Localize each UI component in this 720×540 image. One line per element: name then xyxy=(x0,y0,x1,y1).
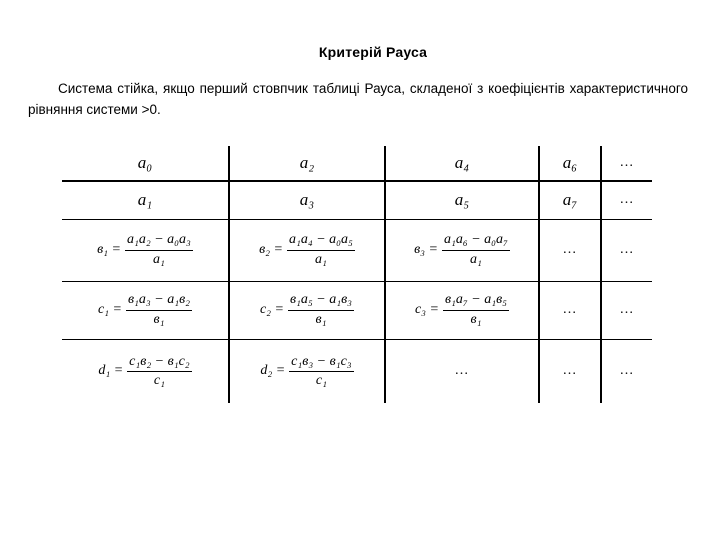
formula-numerator: c₁в₃ − в₁c₃ xyxy=(289,354,354,372)
cell-ellipsis: … xyxy=(539,339,601,403)
cell-c2 xyxy=(229,281,385,339)
formula-lhs: в₃ = xyxy=(414,242,438,257)
formula-lhs: c₂ = xyxy=(259,302,284,317)
cell-a2: a₂ xyxy=(229,146,385,181)
table-row xyxy=(62,219,652,281)
formula-numerator: a₁a₄ − a₀a₅ xyxy=(287,232,355,250)
cell-ellipsis: … xyxy=(601,146,652,181)
formula-lhs: c₃ = xyxy=(414,302,439,317)
formula-lhs: в₂ = xyxy=(259,242,283,257)
formula-lhs: d₂ = xyxy=(260,363,286,379)
cell-a6: a₆ xyxy=(539,146,601,181)
formula-denominator: a₁ xyxy=(315,251,327,267)
page-title: Критерій Рауса xyxy=(318,44,428,60)
formula-denominator: в₁ xyxy=(153,311,165,327)
cell-ellipsis: … xyxy=(619,363,635,379)
cell-a3: a₃ xyxy=(229,181,385,219)
cell-b2 xyxy=(229,219,385,281)
cell-ellipsis: … xyxy=(601,181,652,219)
cell-a4: a₄ xyxy=(385,146,539,181)
formula-denominator: a₁ xyxy=(153,251,165,267)
cell-a7: a₇ xyxy=(539,181,601,219)
formula-lhs: c₁ = xyxy=(97,302,122,317)
cell-c3 xyxy=(385,281,539,339)
formula-lhs: в₁ = xyxy=(97,242,121,257)
cell-a1: a₁ xyxy=(62,181,229,219)
cell-a5: a₅ xyxy=(385,181,539,219)
cell-ellipsis: … xyxy=(601,219,652,281)
cell-c1 xyxy=(62,281,229,339)
cell-b1 xyxy=(62,219,229,281)
cell-d2 xyxy=(229,339,385,403)
formula-lhs: d₁ = xyxy=(98,363,124,379)
table-row xyxy=(62,181,652,219)
formula-numerator: c₁в₂ − в₁c₂ xyxy=(127,354,192,372)
formula-numerator: a₁a₂ − a₀a₃ xyxy=(125,232,193,250)
formula-numerator: a₁a₆ − a₀a₇ xyxy=(442,232,510,250)
cell-d1 xyxy=(62,339,229,403)
cell-ellipsis: … xyxy=(601,281,652,339)
formula-numerator: в₁a₇ − a₁в₅ xyxy=(443,292,509,310)
table-row xyxy=(62,281,652,339)
table-row xyxy=(62,146,652,181)
stability-condition-text: Система стійка, якщо перший стовпчик таблиці Рауса, складеної з коефіцієнтів характеристичного рівняння системи >0. xyxy=(28,81,688,117)
formula-denominator: a₁ xyxy=(470,251,482,267)
cell-ellipsis: … xyxy=(539,281,601,339)
formula-denominator: c₁ xyxy=(315,372,327,388)
routh-table xyxy=(62,146,652,403)
formula-denominator: в₁ xyxy=(315,311,327,327)
formula-numerator: в₁a₅ − a₁в₃ xyxy=(288,292,354,310)
cell-b3 xyxy=(385,219,539,281)
cell-ellipsis: … xyxy=(539,219,601,281)
formula-denominator: c₁ xyxy=(153,372,165,388)
table-row xyxy=(62,339,652,403)
cell-a0: a₀ xyxy=(62,146,229,181)
formula-numerator: в₁a₃ − a₁в₂ xyxy=(126,292,192,310)
cell-ellipsis: … xyxy=(385,339,539,403)
formula-denominator: в₁ xyxy=(470,311,482,327)
